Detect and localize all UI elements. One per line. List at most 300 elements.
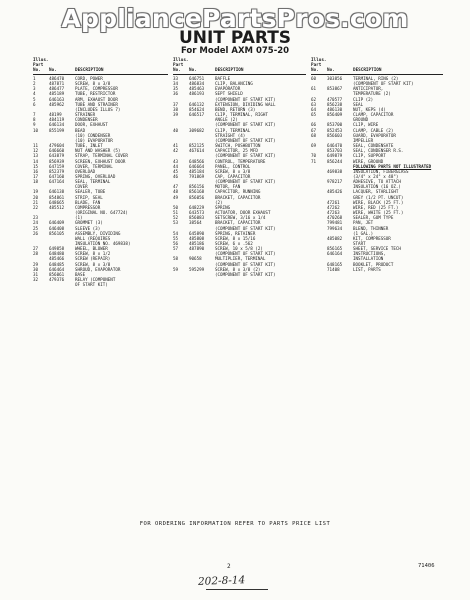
part-description: BEAD [75, 127, 86, 133]
illus-number: 10 [33, 127, 39, 133]
part-number: 486130 [327, 106, 343, 112]
part-description: SCREW, 8 x 3/8 [215, 168, 251, 174]
illus-number: 32 [33, 277, 39, 283]
part-description: SCREW (REPAIR) [75, 256, 111, 262]
part-number: 486477 [49, 86, 65, 92]
part-description: CONDENSER [75, 117, 98, 123]
illus-number [33, 282, 49, 287]
part-number: 852453 [327, 127, 343, 133]
part-number: 853700 [327, 122, 343, 128]
illus-number: 37 [173, 101, 179, 107]
watermark-logo: AppliancePartsPros.com [61, 4, 409, 33]
illus-number: 34 [173, 81, 179, 87]
part-description: (10) EVAPORATOR [75, 137, 113, 143]
part-description: BRACKET, CAPACITOR [215, 220, 261, 226]
part-number: 470268 [327, 215, 343, 221]
part-number: 647159 [49, 163, 65, 169]
part-number: 856056 [189, 194, 205, 200]
illus-number: 46 [173, 173, 179, 179]
part-number: 856238 [327, 101, 343, 107]
part-description: COVER [75, 184, 88, 190]
part-description: MOTOR, FAN [215, 184, 241, 190]
part-description: SEAL [353, 101, 364, 107]
part-number: 648165 [327, 261, 343, 267]
illus-number: 67 [311, 127, 317, 133]
part-number: 485512 [49, 204, 65, 210]
illus-number: 33 [173, 76, 179, 81]
part-number: 647160 [49, 173, 65, 179]
form-code: 71406 [418, 563, 435, 569]
illus-number: 19 [33, 189, 39, 195]
part-description: RELAY (COMPONENT [75, 277, 116, 283]
part-description: COVER, TERMINAL [75, 163, 113, 169]
illus-number: 62 [311, 96, 317, 102]
part-number: 470577 [327, 96, 343, 102]
part-number: 38564 [189, 220, 202, 226]
part-number: 646409 [49, 220, 65, 226]
header-part-no: No. [327, 68, 335, 73]
part-number: 648485 [49, 261, 65, 267]
illus-number: 31 [33, 271, 39, 277]
part-description: STRIP, SEAL [75, 194, 103, 200]
part-number: 646664 [189, 163, 205, 169]
part-description: COMPRESSOR [75, 204, 101, 210]
part-description: LIST, PARTS [353, 266, 381, 272]
part-number: 856061 [49, 271, 65, 277]
part-description: CONTROL, TEMPERATURE [215, 158, 266, 164]
part-number: 645890 [189, 230, 205, 236]
part-description: WIRE, WHITE (25 FT.) [353, 210, 404, 216]
part-number: 646164 [327, 251, 343, 257]
header-no: No. [311, 68, 319, 73]
part-description: SPRING, OVERLOAD [75, 173, 116, 179]
part-description: INSULATION (16 OZ.) [353, 184, 401, 190]
part-description: SHROUD, EVAPORATOR [75, 266, 121, 272]
part-description: STRAP, TERMINAL COVER [75, 153, 128, 159]
illus-number: 26 [33, 230, 39, 236]
header-description: DESCRIPTION [75, 68, 104, 73]
part-number: 47263 [327, 210, 340, 216]
header-illus: Illus. Part [311, 58, 327, 68]
part-row [311, 267, 443, 272]
part-description: BEND, RETURN (3) [215, 106, 256, 112]
part-description: (COMPONENT OF START KIT) [215, 251, 276, 257]
illus-number: 41 [173, 143, 179, 149]
header-rule [33, 74, 168, 75]
part-description: SEAL, CONDENSATE [353, 143, 394, 149]
part-description: CAP, CAPACITOR [215, 173, 251, 179]
illus-number: 2 [33, 81, 36, 87]
illus-number: 12 [33, 148, 39, 154]
part-description: EXTENSION, DIVIDING WALL [215, 101, 276, 107]
column-header-row-2 [33, 68, 168, 73]
part-description: TUBE AND STRAINER [75, 101, 118, 107]
part-description: SLEEVE (3) [75, 225, 101, 231]
illus-number: 21 [33, 199, 39, 205]
part-number: 48199 [49, 112, 62, 118]
parts-table [33, 58, 441, 384]
part-number: 647164 [49, 179, 65, 185]
part-description: INSTRUCTIONS, [353, 251, 386, 257]
part-description: CLIP, SUPPORT [353, 153, 386, 159]
illus-number: 53 [173, 220, 179, 226]
illus-number: 52 [173, 215, 179, 221]
part-description: SCREW, 6 x .562 [215, 241, 253, 246]
column-header [173, 58, 306, 68]
part-description: IMPELLER [353, 137, 374, 143]
handwritten-underline [206, 589, 268, 590]
header-part-no: No. [189, 68, 197, 73]
part-number: 791869 [189, 173, 205, 179]
column-rows [33, 76, 168, 287]
part-description: SEPT SHIELD [215, 91, 243, 97]
part-number: 309682 [189, 127, 205, 133]
column-rows [311, 76, 443, 272]
part-number: 646163 [49, 96, 65, 102]
part-description: SCREW, 8 x 1/2 [75, 251, 111, 257]
part-number: 646517 [189, 112, 205, 118]
illus-number: 36 [173, 91, 179, 97]
part-description: CLAMP, CABLE (2) [353, 127, 394, 133]
part-description: NUT AND WASHER (5) [75, 148, 121, 154]
part-description: (COMPONENT OF START KIT) [215, 122, 276, 128]
header-illus: Illus. Part [33, 58, 49, 68]
part-description: (COMPONENT OF START KIT) [215, 179, 276, 185]
part-number: 47261 [327, 199, 340, 205]
illus-number: 11 [33, 143, 39, 149]
part-description: BOOKLET, PRODUCT [353, 261, 394, 267]
part-number: 856156 [189, 184, 205, 190]
part-description: (2) [215, 199, 223, 205]
part-number: 649879 [327, 153, 343, 159]
part-description: OF START KIT) [75, 282, 108, 288]
illus-number: 17 [33, 173, 39, 179]
part-description: KIT, COMPRESSOR [353, 235, 391, 241]
part-number: 485962 [49, 101, 65, 107]
part-number: 646132 [189, 101, 205, 107]
illus-number: 16 [33, 168, 39, 174]
illus-number: 57 [173, 246, 179, 252]
part-number: 485463 [189, 86, 205, 92]
part-description: (COMPONENT OF START KIT) [215, 137, 276, 143]
column-header [311, 58, 443, 68]
part-description: ACTUATOR, DOOR EXHAUST [215, 210, 271, 216]
illus-number: 15 [33, 163, 39, 169]
illus-number [173, 272, 189, 277]
part-number: 856244 [327, 158, 343, 164]
part-description: NUT, KEPS (4) [353, 106, 386, 112]
part-description: ARM, EXHAUST DOOR [75, 96, 118, 102]
illus-number: 70 [311, 153, 317, 159]
part-description: STRAINER [75, 112, 96, 118]
part-description: (COMPONENT OF START KIT) [215, 96, 276, 102]
header-part-no: No. [49, 68, 57, 73]
part-description: CLIP (2) [353, 96, 374, 102]
part-description: SCREW, 8 x 3/8 (2) [215, 266, 261, 272]
part-number: 486470 [49, 76, 65, 81]
handwritten-note: 202-8-14 [197, 574, 246, 588]
part-description: SCREW, 8 x 15/16 [215, 235, 256, 241]
illus-number: 49 [173, 194, 179, 200]
part-description: (10) CONDENSER [75, 132, 111, 138]
part-description: (3/4" x 24" x 48") [353, 173, 399, 179]
part-description: CLIP, TERMINAL [215, 127, 251, 133]
illus-number: 44 [173, 163, 179, 169]
part-description: SCREW, 8 x 3/8 [75, 81, 111, 87]
part-number: 487890 [189, 246, 205, 252]
part-description: GROMMET (3) [75, 220, 103, 226]
illus-number: 9 [33, 122, 36, 128]
part-description: CAPACITOR, 25 MFD [215, 148, 258, 154]
part-description: SETSCREW, 3/16 x 1/4 [215, 215, 266, 221]
illus-number: 38 [173, 106, 179, 112]
illus-number: 68 [311, 132, 317, 138]
illus-number: 66 [311, 122, 317, 128]
part-description: TERMINAL, RING (2) [353, 76, 399, 81]
part-number: 649858 [49, 246, 65, 252]
column-header-row-2 [173, 68, 306, 73]
part-description: CAPACITOR, RUNNING [215, 189, 261, 195]
illus-number: 8 [33, 117, 36, 123]
illus-number: 51 [173, 210, 179, 216]
part-description: (COMPONENT OF START KIT) [215, 225, 276, 231]
part-number: 856105 [49, 230, 65, 236]
part-number: 485808 [189, 235, 205, 241]
part-description: MULTIPLIER, TERMINAL [215, 256, 266, 262]
part-description: BLEND, THINNER [353, 225, 389, 231]
part-description: SHEET, SERVICE TECH [353, 246, 401, 252]
part-description: (COMPONENT OF START KIT) [215, 261, 276, 267]
part-number: 648480 [49, 251, 65, 257]
part-number: 646464 [49, 266, 65, 272]
part-description: CLAMP, CAPACITOR [353, 112, 394, 118]
part-description: (ORIGINAL NO. 647724) [75, 210, 128, 216]
part-description: TUBE, RESTRICTOR [75, 91, 116, 97]
part-description: (COMPONENT OF START KIT) [215, 153, 276, 159]
header-no: No. [173, 68, 181, 73]
part-number: 646408 [49, 225, 65, 231]
part-number: 856165 [327, 246, 343, 252]
part-description: DOOR, EXHAUST [75, 122, 108, 128]
part-description: TUBE, INLET [75, 143, 103, 149]
part-number: 856939 [49, 158, 65, 164]
part-number: 854861 [49, 194, 65, 200]
part-description: SCREW, 10 x 5/8 (2) [215, 246, 263, 252]
part-description: BRACKET, CAPACITOR [215, 194, 261, 200]
illus-number: 25 [33, 225, 39, 231]
part-number: 303856 [327, 76, 343, 81]
part-number: 485082 [327, 235, 343, 241]
part-number: 856603 [327, 132, 343, 138]
part-description: PAN, JET [353, 220, 374, 226]
illus-number: 22 [33, 204, 39, 210]
page-number: 2 [227, 563, 231, 570]
part-description: ANGLE (2) [215, 117, 238, 123]
illus-number: 50 [173, 204, 179, 210]
illus-number: 59 [173, 266, 179, 272]
part-number: 469838 [327, 168, 343, 174]
illus-number: 4 [33, 91, 36, 97]
illus-number: 48 [173, 189, 179, 195]
header-no: No. [33, 68, 41, 73]
part-number: 853867 [327, 86, 343, 92]
part-description: FOLLOWING PARTS NOT ILLUSTRATED [353, 163, 432, 169]
part-description: STRAIGHT (4) [215, 132, 246, 138]
part-description: START [353, 241, 366, 246]
part-number: 479604 [49, 143, 65, 149]
illus-number [311, 267, 327, 272]
part-description: EVAPORATOR [215, 86, 241, 92]
part-number: 646660 [49, 148, 65, 154]
part-number: 643573 [189, 210, 205, 216]
part-description: PANEL, CONTROL [215, 163, 251, 169]
part-number: 487871 [49, 81, 65, 87]
part-description: LACQUER, STARLIGHT [353, 189, 399, 195]
part-description: ASSEMBLY, DIVIDING [75, 230, 121, 236]
illus-number: 27 [33, 246, 39, 252]
part-number: 799634 [327, 225, 343, 231]
part-number: 648229 [189, 204, 205, 210]
illus-number: 58 [173, 256, 179, 262]
illus-number: 3 [33, 86, 36, 92]
part-number [189, 272, 215, 277]
part-number: 485466 [49, 256, 65, 262]
part-description: TEMPERATURE (2) [353, 91, 391, 97]
part-number: 854624 [189, 106, 205, 112]
part-number: 852379 [49, 168, 65, 174]
part-description: SCREEN, EXHAUST DOOR [75, 158, 126, 164]
illus-number: 69 [311, 143, 317, 149]
part-number: 47262 [327, 204, 340, 210]
illus-number: 23 [33, 215, 39, 221]
part-number: 648566 [189, 158, 205, 164]
illus-number: 24 [33, 220, 39, 226]
part-description: (INCLUDES ILLUS 7) [75, 106, 121, 112]
part-number: 643879 [49, 153, 65, 159]
part-description: INSULATION NO. 469838) [75, 241, 131, 246]
part-number: 646751 [189, 76, 205, 81]
header-illus: Illus. Part [173, 58, 189, 68]
part-description: BLADE, FAN [75, 199, 101, 205]
part-description: SCREW, 8 x 3/8 [75, 261, 111, 267]
illus-number: 13 [33, 153, 39, 159]
part-row [173, 272, 306, 277]
part-number: 648665 [49, 199, 65, 205]
part-description: INSTALLATION [353, 256, 384, 262]
ordering-info-footer: FOR ORDERING INFORMATION REFER TO PARTS PRICE LIST [139, 521, 331, 527]
illus-number: 1 [33, 76, 36, 81]
part-description: SEAL, TERMINAL [75, 179, 111, 185]
part-number: 485189 [49, 91, 65, 97]
page-title: UNIT PARTS [178, 28, 292, 48]
part-number: 646134 [49, 122, 65, 128]
illus-number: 18 [33, 179, 39, 185]
part-number: 856083 [189, 215, 205, 221]
illus-number: 65 [311, 112, 317, 118]
part-number: 467614 [189, 148, 205, 154]
part-description: WIRE, RED (25 FT.) [353, 204, 399, 210]
part-description: SPRING, RETAINER [215, 230, 256, 236]
part-number: 978217 [327, 179, 343, 185]
part-description: BASE [75, 271, 86, 277]
part-description: CLIP, BALANCING [215, 81, 253, 87]
part-description: ANTICIPATOR, [353, 86, 384, 92]
part-number: 856168 [189, 189, 205, 195]
part-description: SEALER, TUBE [75, 189, 106, 195]
illus-number: 14 [33, 158, 39, 164]
illus-number: 30 [33, 266, 39, 272]
part-description: CLIP, TERMINAL, RIGHT [215, 112, 268, 118]
illus-number: 20 [33, 194, 39, 200]
part-number: 646470 [327, 143, 343, 149]
part-description: OVERLOAD [75, 168, 96, 174]
illus-number: 45 [173, 168, 179, 174]
parts-column-3 [311, 58, 443, 272]
part-description: WIRE, GROUND [353, 158, 384, 164]
part-description: (1 GAL.) [353, 230, 374, 236]
illus-number: 28 [33, 251, 39, 257]
part-description: WALL (REQUIRES [75, 235, 111, 241]
part-description: GUARD, EVAPORATOR [353, 132, 396, 138]
illus-number: 42 [173, 148, 179, 154]
part-number: 485186 [189, 241, 205, 246]
column-header [33, 58, 168, 68]
parts-column-2 [173, 58, 306, 277]
part-number: 479376 [49, 277, 65, 283]
illus-number: 40 [173, 127, 179, 133]
header-description: DESCRIPTION [353, 68, 382, 73]
part-number [49, 282, 75, 287]
part-description: WHEEL, BLOWER [75, 246, 108, 252]
illus-number: 35 [173, 86, 179, 92]
part-description: SEAL, CONDENSER R.S. [353, 148, 404, 154]
part-number: 595299 [189, 266, 205, 272]
column-rows [173, 76, 306, 277]
illus-number: 61 [311, 86, 317, 92]
part-number: 646138 [49, 189, 65, 195]
illus-number: 55 [173, 235, 179, 241]
part-number: 486193 [189, 91, 205, 97]
part-number: 852125 [189, 143, 205, 149]
illus-number: 54 [173, 230, 179, 236]
illus-number: 60 [311, 76, 317, 81]
part-description: BAFFLE [215, 76, 231, 81]
part-description: CORD, POWER [75, 76, 103, 81]
page-subtitle: For Model AXM 075-20 [180, 46, 290, 56]
part-description: SEALER, GUM TYPE [353, 215, 394, 221]
illus-number: 56 [173, 241, 179, 246]
part-description: PLATE, COMPRESSOR [75, 86, 118, 92]
part-description: WIRE, BLACK (25 FT.) [353, 199, 404, 205]
part-number: 485426 [327, 189, 343, 195]
part-number: 71408 [327, 266, 340, 272]
part-number: 486834 [189, 81, 205, 87]
illus-number: 39 [173, 112, 179, 118]
part-number: 484119 [49, 117, 65, 123]
part-description: (COMPONENT OF START KIT) [215, 271, 276, 277]
illus-number: 43 [173, 158, 179, 164]
part-number: 856409 [327, 112, 343, 118]
part-description: GREY (1/2 PT. UNCUT) [353, 194, 404, 200]
part-description: INSULATION, FIBERGLASS [353, 168, 409, 174]
part-number: 799481 [327, 220, 343, 226]
part-description: SPRING [215, 204, 231, 210]
illus-number: 6 [33, 101, 36, 107]
header-rule [173, 74, 306, 75]
header-rule [311, 74, 443, 75]
part-number: 853703 [327, 148, 343, 154]
part-number: 90658 [189, 256, 202, 262]
